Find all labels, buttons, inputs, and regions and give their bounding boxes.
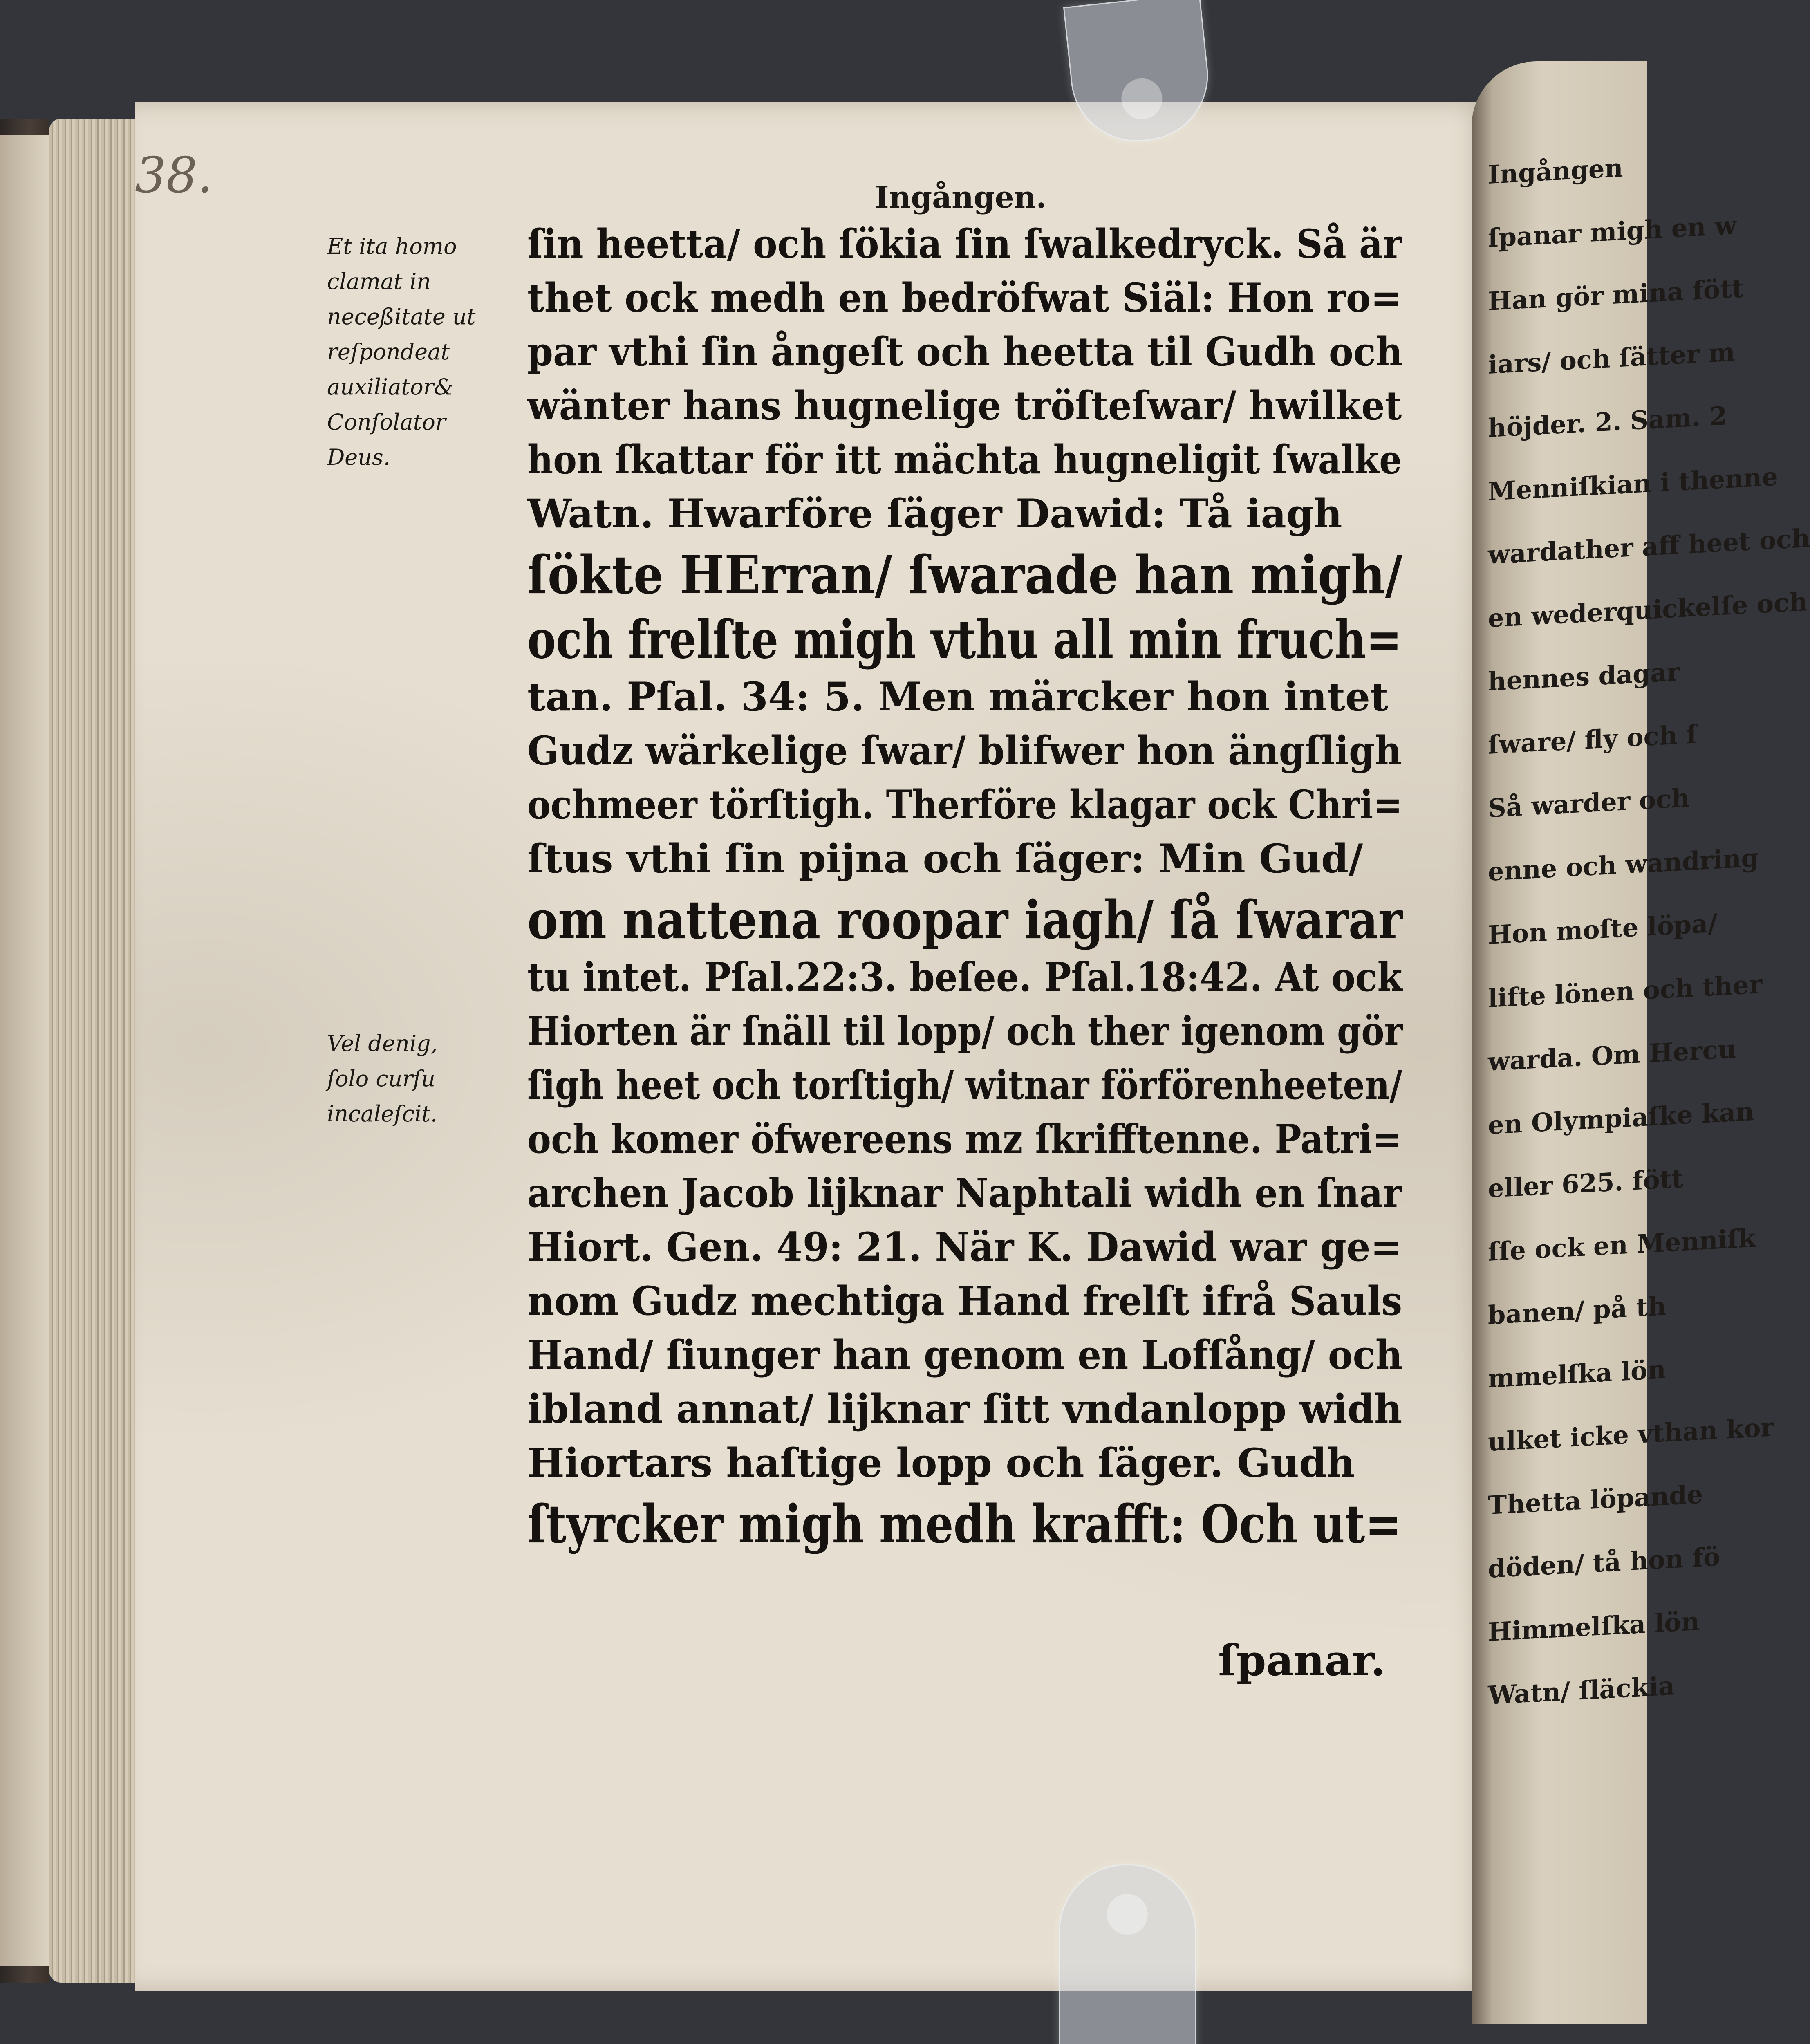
facing-page: [1472, 61, 1810, 2024]
text-line: ſin heetta/ och ſökia ſin ſwalkedryck. Så är: [527, 221, 1402, 267]
facing-page-line: döden/ tå hon fö: [1488, 1542, 1720, 1584]
text-line: och frelſte migh vthu all min fruch=: [527, 609, 1402, 670]
text-line: par vthi ſin ångeſt och heetta til Gudh och: [527, 329, 1403, 375]
text-line: nom Gudz mechtiga Hand frelſt ifrå Sauls: [527, 1278, 1402, 1324]
facing-page-line: Ingången: [1488, 152, 1623, 190]
text-line: Hiortars haſtige lopp och ſäger. Gudh: [527, 1440, 1355, 1486]
text-line: och komer öfwereens mz ſkrifftenne. Patri=: [527, 1116, 1402, 1162]
margin-note-line: Deus.: [327, 444, 390, 470]
facing-page-line: ſware/ fly och ſ: [1488, 719, 1697, 760]
facing-page-line: Han gör mina fött: [1488, 273, 1744, 317]
text-line: tu intet. Pſal.22:3. beſee. Pſal.18:42. At ock: [527, 954, 1402, 1000]
previous-page-edge: [0, 135, 49, 1966]
margin-note-line: Vel denig,: [327, 1031, 438, 1056]
facing-page-line: ſpanar migh en w: [1488, 210, 1737, 253]
facing-page-line: Thetta löpande: [1488, 1479, 1703, 1521]
facing-page-line: ulket icke vthan kor: [1488, 1412, 1774, 1457]
facing-page-line: lifte lönen och ther: [1488, 969, 1763, 1014]
facing-page-line: Så warder och: [1488, 783, 1690, 824]
text-line: hon ſkattar för itt mächta hugneligit ſwalke: [527, 437, 1402, 483]
text-line: ſigh heet och torſtigh/ witnar förförenheeten/: [527, 1062, 1402, 1108]
text-line: Hiort. Gen. 49: 21. När K. Dawid war ge=: [527, 1224, 1402, 1270]
margin-note-line: incaleſcit.: [327, 1101, 438, 1127]
facing-page-line: wardather aff heet och: [1488, 523, 1810, 570]
facing-page-line: höjder. 2. Sam. 2: [1488, 401, 1727, 444]
page-block-edges: [49, 119, 147, 1983]
text-line: Watn. Hwarföre ſäger Dawid: Tå iagh: [527, 491, 1342, 537]
margin-note-line: ſolo curſu: [327, 1066, 436, 1091]
text-line: Hiorten är ſnäll til lopp/ och ther igenom gör: [527, 1008, 1403, 1054]
facing-page-line: mmelſka lön: [1488, 1354, 1666, 1394]
clip-hole: [1107, 1894, 1148, 1935]
facing-page-line: en wederquickelſe och: [1488, 587, 1808, 634]
text-line: ſökte HErran/ ſwarade han migh/: [527, 545, 1402, 606]
text-line: om nattena roopar iagh/ ſå ſwarar: [527, 890, 1402, 951]
margin-note-1: [327, 229, 475, 475]
facing-page-line: Menniſkian i thenne: [1488, 461, 1778, 507]
text-line: thet ock medh en bedröfwat Siäl: Hon ro=: [527, 275, 1402, 321]
facing-page-line: enne och wandring: [1488, 843, 1759, 887]
facing-page-line: eller 625. fött: [1488, 1163, 1684, 1204]
bottom-page-clip: [1059, 1864, 1196, 2044]
running-head: Ingången.: [875, 180, 1047, 215]
facing-page-line: iars/ och ſätter m: [1488, 337, 1735, 380]
margin-note-line: neceßitate ut: [327, 304, 476, 329]
catchword: ſpanar.: [1218, 1635, 1386, 1685]
facing-page-line: ſſe ock en Menniſk: [1488, 1223, 1756, 1267]
margin-note-line: Conſolator: [327, 409, 446, 435]
facing-page-line: Watn/ ſläckia: [1488, 1671, 1675, 1711]
text-line: tan. Pſal. 34: 5. Men märcker hon intet: [527, 674, 1389, 720]
text-line: archen Jacob lijknar Naphtali widh en ſnar: [527, 1170, 1402, 1216]
text-line: ſtus vthi ſin pijna och ſäger: Min Gud/: [527, 836, 1363, 882]
text-line: ibland annat/ lijknar ſitt vndanlopp widh: [527, 1386, 1402, 1432]
margin-note-line: Et ita homo: [327, 233, 457, 259]
facing-page-line: en Olympiaſke kan: [1488, 1096, 1754, 1141]
text-line: Gudz wärkelige ſwar/ blifwer hon ängſligh: [527, 728, 1402, 774]
text-line: Hand/ ſiunger han genom en Lofſång/ och: [527, 1332, 1402, 1378]
page-number: 38.: [135, 147, 213, 204]
clip-hole: [1119, 76, 1164, 121]
margin-note-line: reſpondeat: [327, 339, 450, 365]
facing-page-line: Hon moſte löpa/: [1488, 908, 1717, 950]
text-line: ochmeer törſtigh. Therföre klagar ock Chri=: [527, 782, 1402, 828]
margin-note-line: clamat in: [327, 269, 431, 294]
facing-page-line: hennes dagar: [1488, 657, 1680, 697]
margin-note-line: auxiliator&: [327, 374, 454, 400]
text-line: ſtyrcker migh medh krafft: Och ut=: [527, 1494, 1402, 1555]
facing-page-line: Himmelſka lön: [1488, 1606, 1700, 1647]
facing-page-line: warda. Om Hercu: [1488, 1034, 1736, 1077]
text-line: wänter hans hugnelige tröſteſwar/ hwilket: [527, 383, 1402, 429]
margin-note-2: [327, 1026, 438, 1132]
facing-page-line: banen/ på th: [1488, 1291, 1667, 1331]
